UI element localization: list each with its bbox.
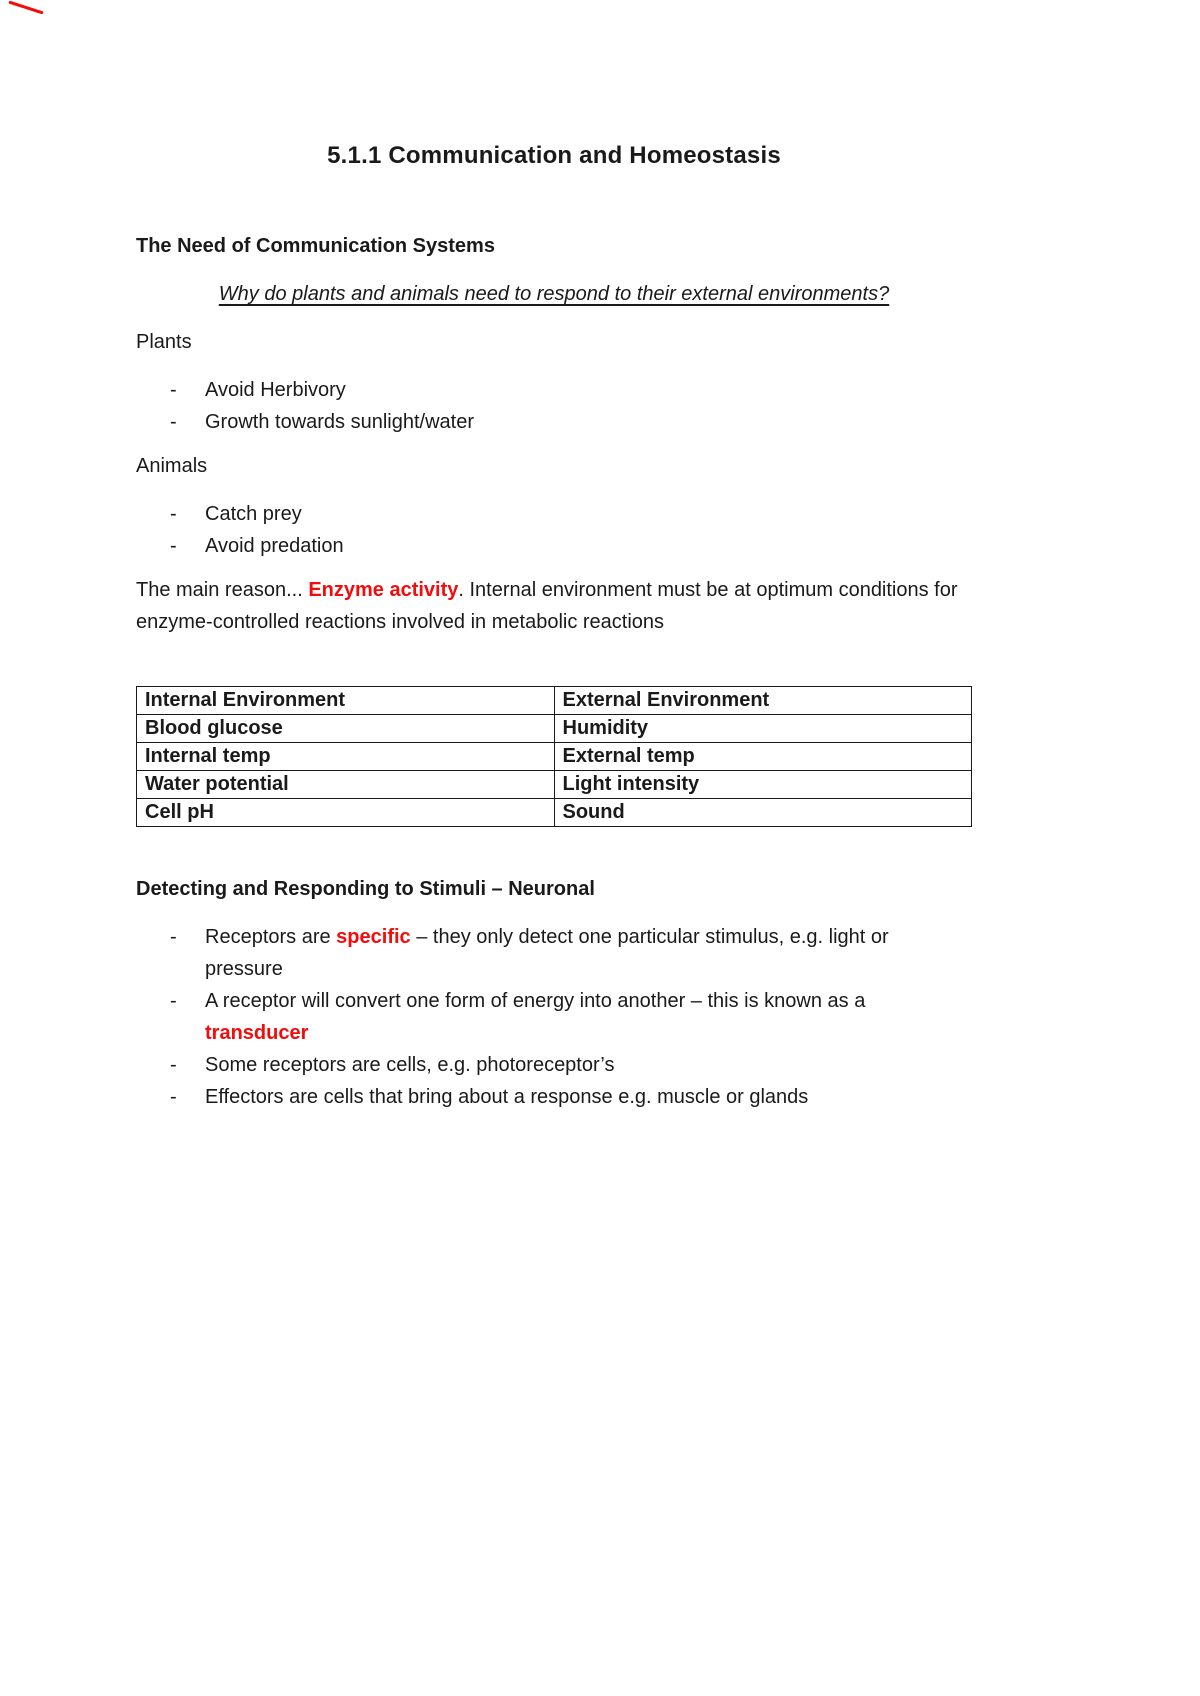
list-item: - Avoid Herbivory bbox=[136, 374, 972, 406]
bullet-highlight: transducer bbox=[205, 1022, 309, 1044]
animals-label: Animals bbox=[136, 455, 208, 477]
section-heading-need: The Need of Communication Systems bbox=[136, 235, 495, 257]
table-header-cell: Internal Environment bbox=[137, 687, 555, 715]
main-reason-post: . Internal environment must be at optimum conditions for enzyme-controlled reactions involved in metabolic reactions bbox=[136, 579, 958, 633]
table-row bbox=[137, 743, 972, 771]
bullet-pre: A receptor will convert one form of energy into another – this is known as a bbox=[205, 990, 866, 1012]
bullet-pre: Some receptors are cells, e.g. photoreceptor’s bbox=[205, 1054, 615, 1076]
table-row bbox=[137, 799, 972, 827]
table-cell: Water potential bbox=[137, 771, 555, 799]
list-item: - Avoid predation bbox=[136, 530, 972, 562]
table-cell: Cell pH bbox=[137, 799, 555, 827]
table-header-row bbox=[137, 687, 972, 715]
question-line: Why do plants and animals need to respond to their external environments? bbox=[218, 283, 890, 305]
environment-table bbox=[136, 686, 972, 827]
table-cell: Blood glucose bbox=[137, 715, 555, 743]
bullet-pre: Receptors are bbox=[205, 926, 337, 948]
main-reason-paragraph bbox=[136, 574, 972, 638]
detecting-list bbox=[136, 921, 972, 1113]
document-content bbox=[136, 138, 972, 1125]
table-row bbox=[137, 715, 972, 743]
list-item bbox=[136, 921, 972, 985]
table-cell: Humidity bbox=[554, 715, 972, 743]
table-cell: Sound bbox=[554, 799, 972, 827]
red-corner-mark bbox=[8, 1, 43, 15]
bullet-highlight: specific bbox=[336, 926, 411, 948]
bullet-post: – they only detect one particular stimulus, e.g. light or pressure bbox=[205, 926, 889, 980]
table-header-cell: External Environment bbox=[554, 687, 972, 715]
animals-list bbox=[136, 498, 972, 562]
table-row bbox=[137, 771, 972, 799]
table-cell: Internal temp bbox=[137, 743, 555, 771]
list-item: - Growth towards sunlight/water bbox=[136, 406, 972, 438]
list-item bbox=[136, 1081, 972, 1113]
table-cell: Light intensity bbox=[554, 771, 972, 799]
section-heading-detecting: Detecting and Responding to Stimuli – Neuronal bbox=[136, 878, 595, 900]
bullet-pre: Effectors are cells that bring about a response e.g. muscle or glands bbox=[205, 1086, 809, 1108]
main-reason-highlight: Enzyme activity bbox=[308, 579, 459, 601]
list-item bbox=[136, 1049, 972, 1081]
plants-label: Plants bbox=[136, 331, 192, 353]
page-title: 5.1.1 Communication and Homeostasis bbox=[327, 142, 781, 169]
list-item: - Catch prey bbox=[136, 498, 972, 530]
list-item bbox=[136, 985, 972, 1049]
table-cell: External temp bbox=[554, 743, 972, 771]
main-reason-pre: The main reason... bbox=[136, 579, 309, 601]
plants-list bbox=[136, 374, 972, 438]
